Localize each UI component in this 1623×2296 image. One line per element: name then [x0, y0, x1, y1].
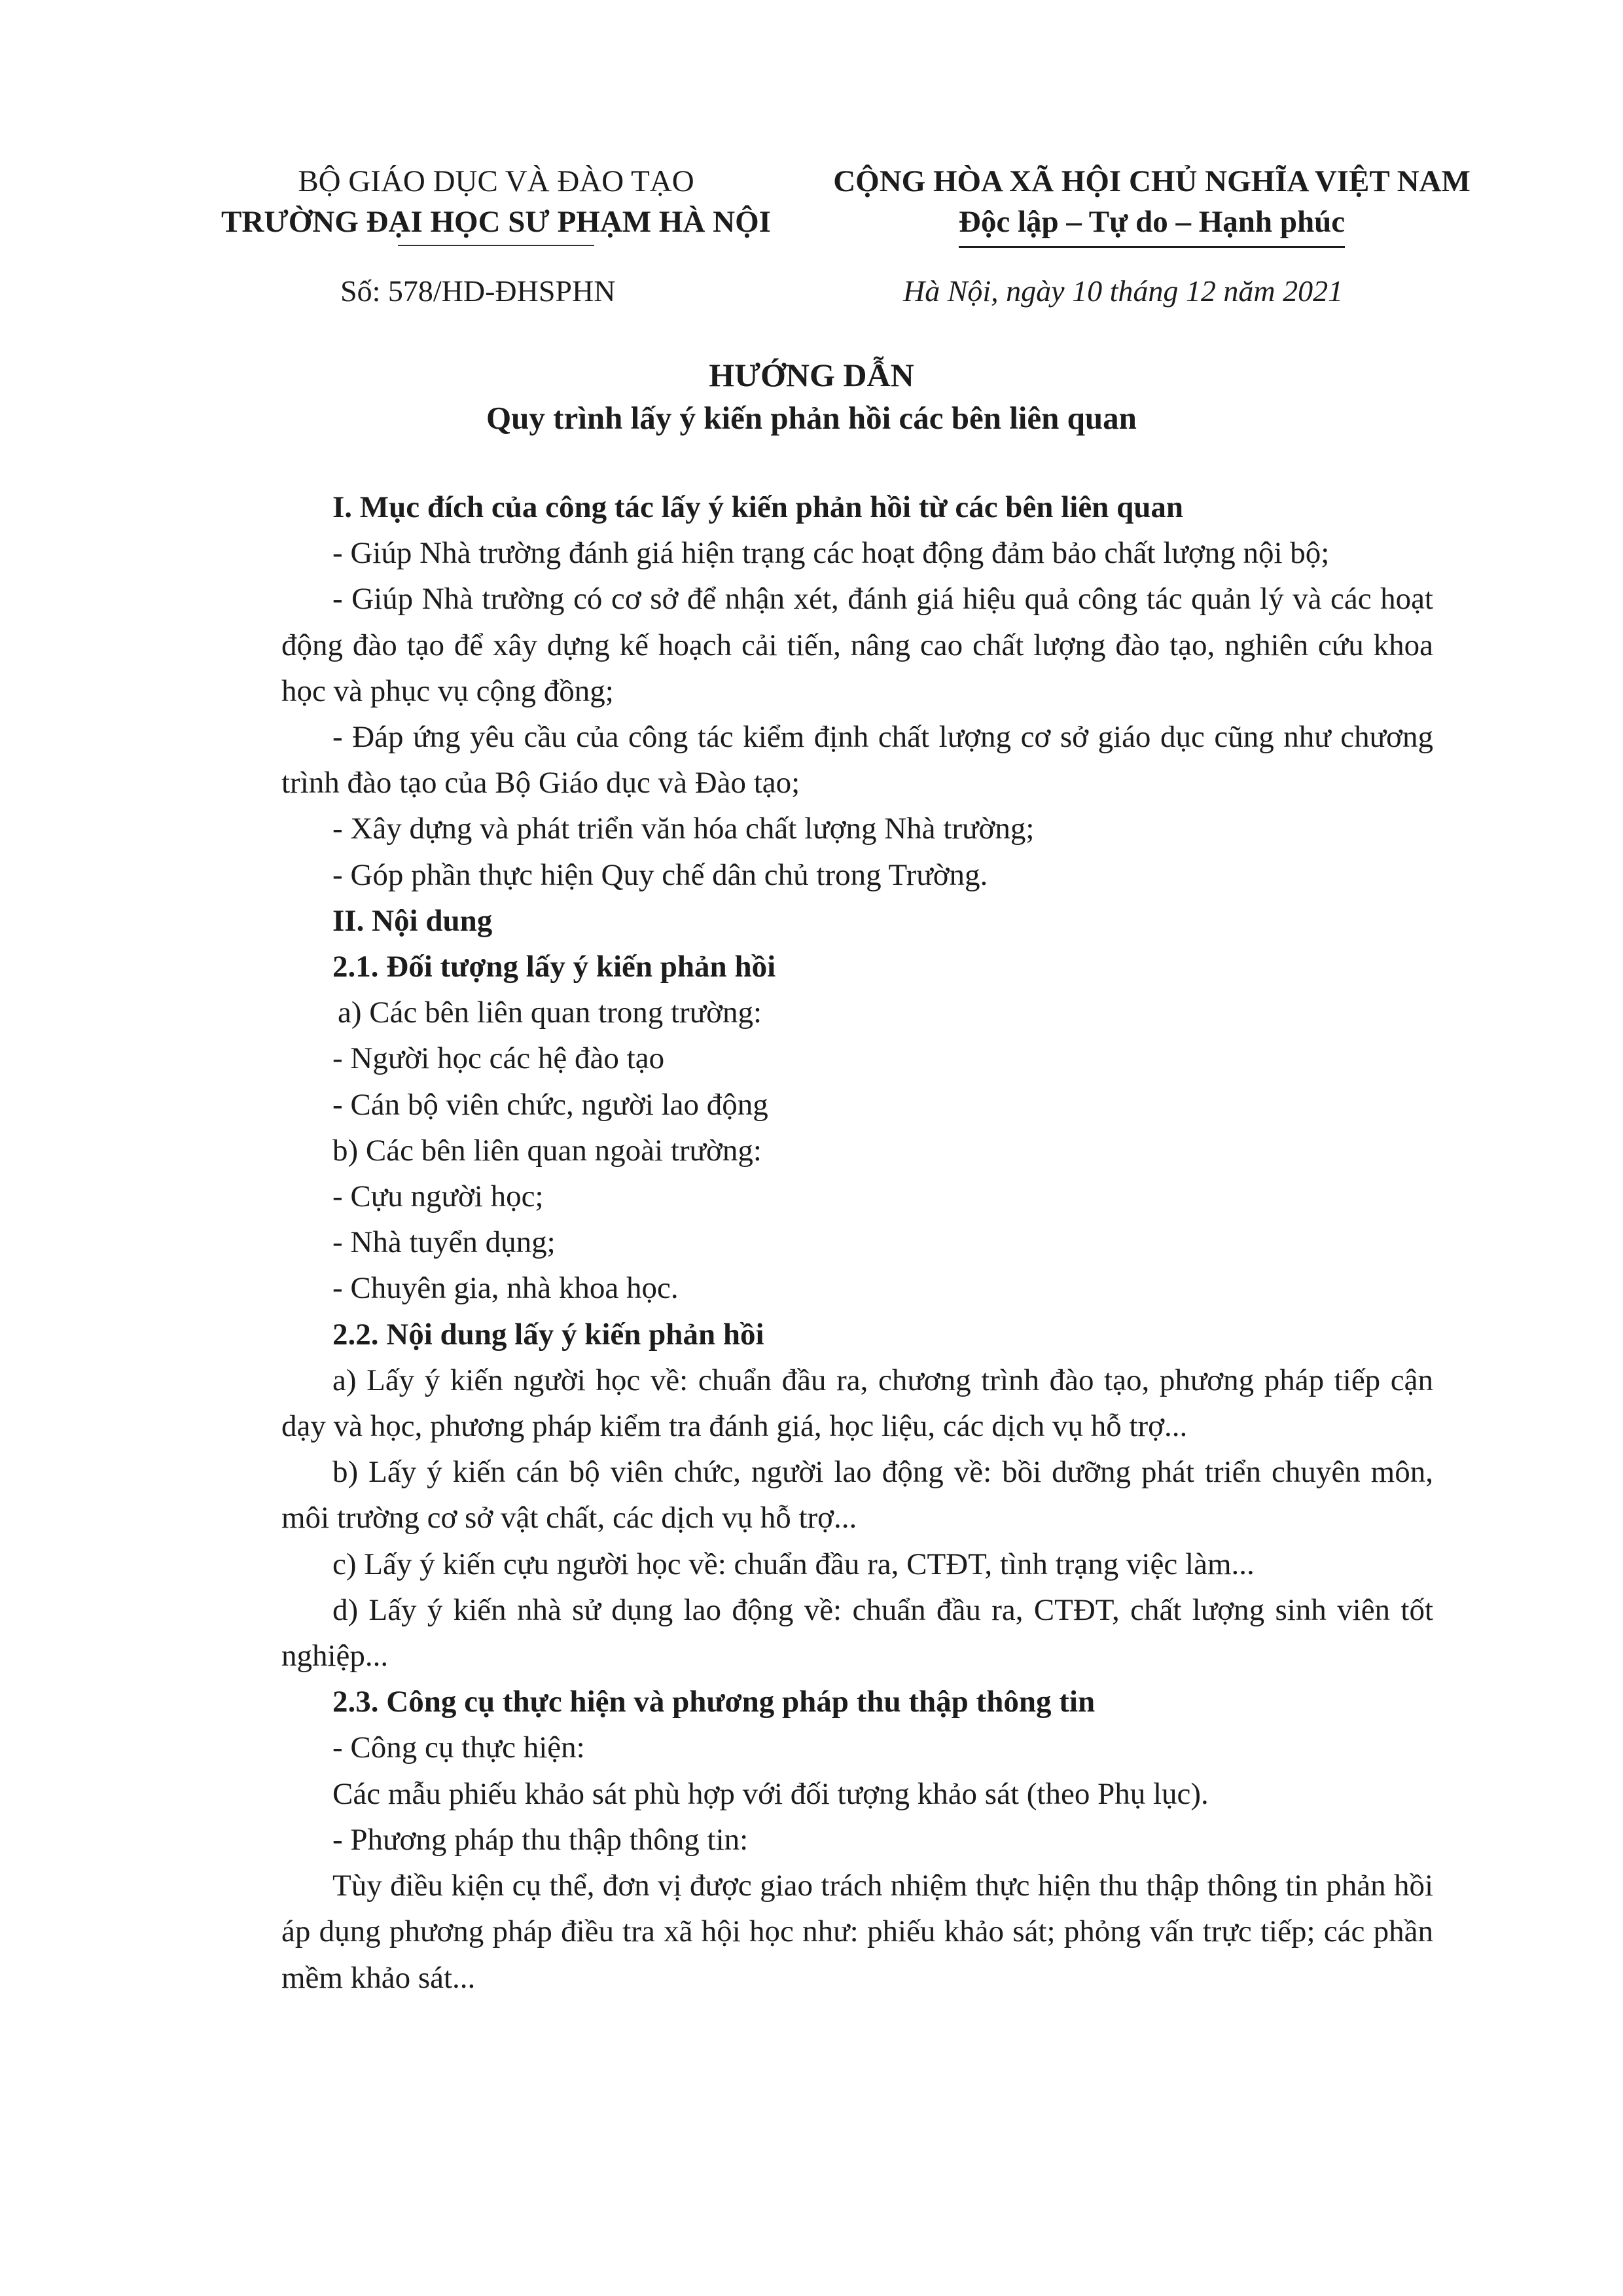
paragraph: Tùy điều kiện cụ thể, đơn vị được giao trách nhiệm thực hiện thu thập thông tin phản hồi áp dụng phương pháp điều tra xã hội học như: phiếu khảo sát; phỏng vấn trực tiếp; các phần mềm khảo sát... — [281, 1869, 1433, 1995]
paragraph: - Giúp Nhà trường đánh giá hiện trạng các hoạt động đảm bảo chất lượng nội bộ; — [332, 536, 1330, 571]
list-label: b) Các bên liên quan ngoài trường: — [332, 1133, 762, 1168]
section-heading-1: I. Mục đích của công tác lấy ý kiến phản hồi từ các bên liên quan — [332, 490, 1183, 524]
issuer-block — [169, 161, 823, 246]
paragraph: - Đáp ứng yêu cầu của công tác kiểm định chất lượng cơ sở giáo dục cũng như chương trình đào tạo của Bộ Giáo dục và Đào tạo; — [281, 720, 1433, 800]
list-item: - Cán bộ viên chức, người lao động — [332, 1087, 768, 1122]
document-subtitle: Quy trình lấy ý kiến phản hồi các bên liên quan — [486, 400, 1137, 436]
national-motto-block — [812, 161, 1492, 248]
paragraph: d) Lấy ý kiến nhà sử dụng lao động về: chuẩn đầu ra, CTĐT, chất lượng sinh viên tốt nghiệp... — [281, 1592, 1433, 1674]
subsection-heading: 2.3. Công cụ thực hiện và phương pháp thu thập thông tin — [332, 1685, 1096, 1719]
document-body — [281, 484, 1433, 2001]
paragraph: Các mẫu phiếu khảo sát phù hợp với đối tượng khảo sát (theo Phụ lục). — [332, 1776, 1209, 1811]
paragraph: - Giúp Nhà trường có cơ sở để nhận xét, đánh giá hiệu quả công tác quản lý và các hoạt động đào tạo để xây dựng kế hoạch cải tiến, nâng cao chất lượng đào tạo, nghiên cứu khoa học và phục vụ cộng đồng; — [281, 582, 1433, 708]
document-title: HƯỚNG DẪN — [709, 357, 914, 393]
list-label: a) Các bên liên quan trong trường: — [338, 996, 762, 1030]
paragraph: b) Lấy ý kiến cán bộ viên chức, người lao động về: bồi dưỡng phát triển chuyên môn, môi trường cơ sở vật chất, các dịch vụ hỗ trợ... — [281, 1455, 1433, 1535]
university-name: TRƯỜNG ĐẠI HỌC SƯ PHẠM HÀ NỘI — [221, 205, 771, 239]
ministry-name: BỘ GIÁO DỤC VÀ ĐÀO TẠO — [298, 164, 694, 198]
motto: Độc lập – Tự do – Hạnh phúc — [959, 202, 1345, 248]
paragraph: - Xây dựng và phát triển văn hóa chất lượng Nhà trường; — [332, 812, 1035, 846]
paragraph: - Góp phần thực hiện Quy chế dân chủ trong Trường. — [332, 857, 988, 892]
paragraph: a) Lấy ý kiến người học về: chuẩn đầu ra, chương trình đào tạo, phương pháp tiếp cận dạy và học, phương pháp kiểm tra đánh giá, học liệu, các dịch vụ hỗ trợ... — [281, 1363, 1433, 1444]
paragraph: - Công cụ thực hiện: — [332, 1731, 585, 1765]
country-name: CỘNG HÒA XÃ HỘI CHỦ NGHĨA VIỆT NAM — [833, 164, 1471, 198]
list-item: - Cựu người học; — [332, 1179, 544, 1214]
section-heading-2: II. Nội dung — [332, 903, 493, 938]
paragraph: c) Lấy ý kiến cựu người học về: chuẩn đầu ra, CTĐT, tình trạng việc làm... — [332, 1547, 1255, 1581]
list-item: - Người học các hệ đào tạo — [332, 1041, 665, 1076]
document-number: Số: 578/HD-ĐHSPHN — [340, 274, 616, 308]
issuer-underline — [398, 245, 594, 246]
list-item: - Chuyên gia, nhà khoa học. — [332, 1271, 679, 1306]
subsection-heading: 2.2. Nội dung lấy ý kiến phản hồi — [332, 1317, 764, 1352]
subsection-heading: 2.1. Đối tượng lấy ý kiến phản hồi — [332, 950, 776, 984]
paragraph: - Phương pháp thu thập thông tin: — [332, 1822, 749, 1857]
document-date: Hà Nội, ngày 10 tháng 12 năm 2021 — [903, 274, 1344, 308]
list-item: - Nhà tuyển dụng; — [332, 1225, 556, 1260]
